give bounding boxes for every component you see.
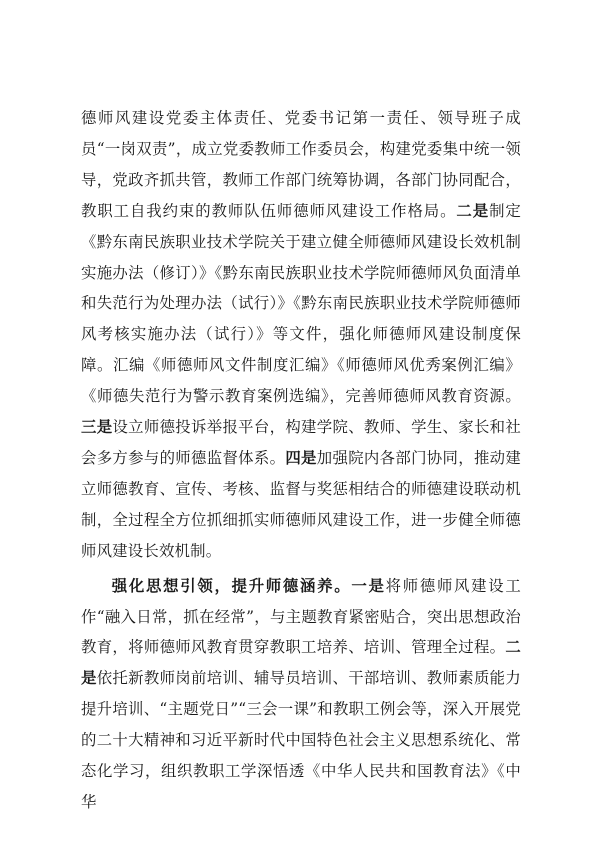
document-page	[81, 103, 521, 818]
bold-marker-fourth: 四是	[285, 448, 317, 467]
paragraph-teacher-ethics-mechanism	[81, 103, 521, 567]
paragraph-text: 将师德师风建设工作“融入日常，抓在经常”，与主题教育紧密贴合，突出思想政治教育，将师德师风教育贯穿教职工培养、培训、管理全过程。	[81, 576, 521, 657]
section-heading: 强化思想引领，提升师德涵养。	[111, 576, 352, 595]
paragraph-ideological-guidance	[81, 571, 521, 818]
paragraph-text: 制定《黔东南民族职业技术学院关于建立健全师德师风建设长效机制实施办法（修订）》《黔东南民族职业技术学院师德师风负面清单和失范行为处理办法（试行）》《黔东南民族职业技术学院师德师风考核实施办法（试行）》等文件，强化师德师风建设制度保障。汇编《师德师风文件制度汇编》《师德师风优秀案例汇编》《师德失范行为警示教育案例选编》，完善师德师风教育资源。	[81, 201, 521, 406]
paragraph-text: 依托新教师岗前培训、辅导员培训、干部培训、教师素质能力提升培训、“主题党日”“三会一课”和教职工例会等，深入开展党的二十大精神和习近平新时代中国特色社会主义思想系统化、常态化学习，组织教职工学深悟透《中华人民共和国教育法》《中华	[81, 669, 521, 811]
paragraph-text: 设立师德投诉举报平台，构建学院、教师、学生、家长和社会多方参与的师德监督体系。	[81, 418, 521, 467]
bold-marker-first: 一是	[351, 576, 386, 595]
bold-marker-second: 二是	[456, 201, 490, 220]
bold-marker-second: 二是	[81, 638, 521, 688]
bold-marker-third: 三是	[81, 418, 113, 437]
paragraph-text: 德师风建设党委主体责任、党委书记第一责任、领导班子成员“一岗双责”，成立党委教师工作委员会，构建党委集中统一领导，党政齐抓共管，教师工作部门统筹协调，各部门协同配合，教职工自我约束的教师队伍师德师风建设工作格局。	[81, 109, 521, 220]
paragraph-text: 加强院内各部门协同，推动建立师德教育、宣传、考核、监督与奖惩相结合的师德建设联动机制，全过程全方位抓细抓实师德师风建设工作，进一步健全师德师风建设长效机制。	[81, 448, 521, 560]
